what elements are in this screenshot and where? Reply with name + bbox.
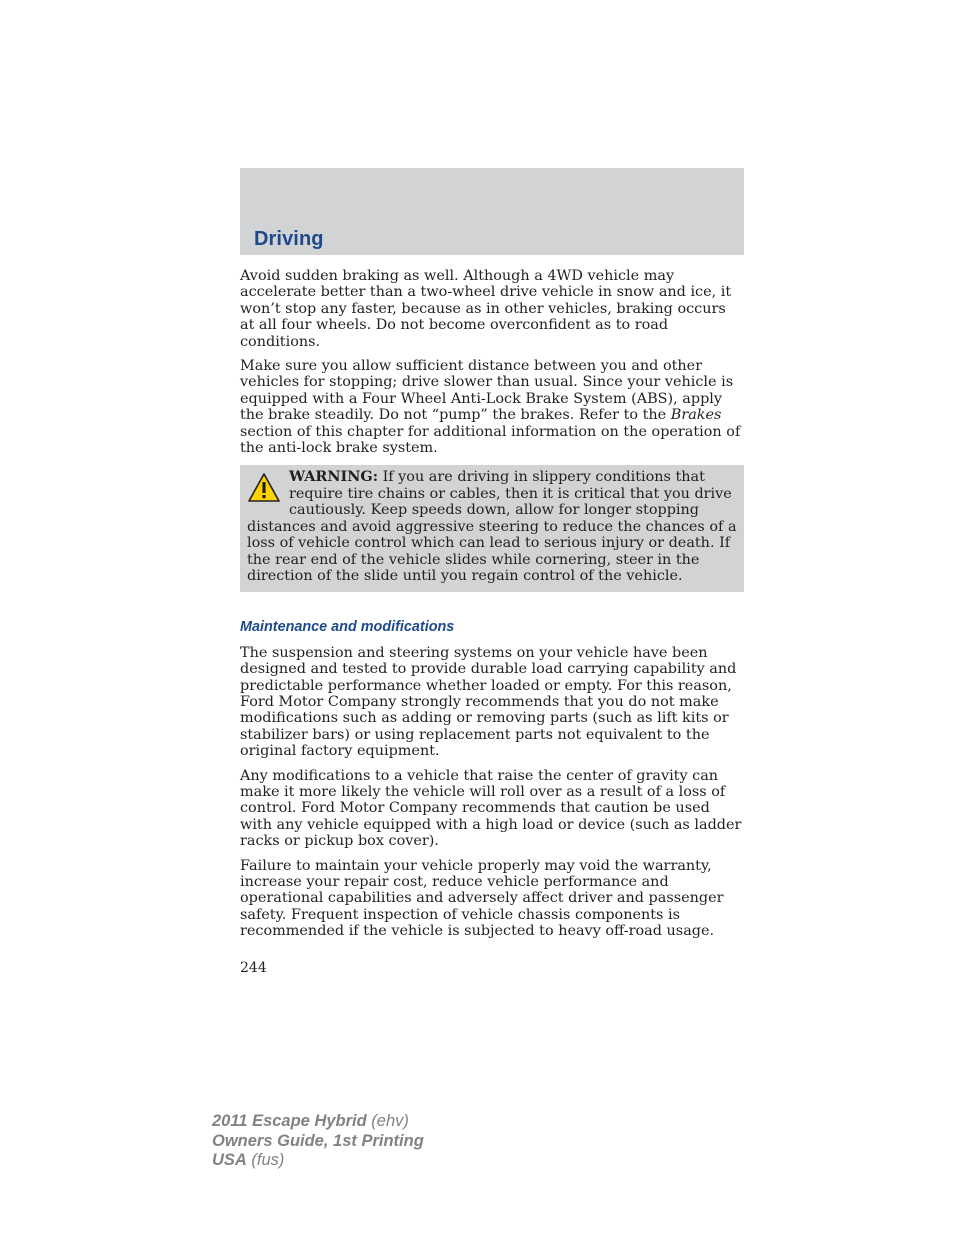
footer-line-1 bbox=[212, 1112, 424, 1132]
footer-model-code: (ehv) bbox=[366, 1112, 409, 1130]
warning-triangle-icon bbox=[247, 472, 281, 506]
brakes-reference: Brakes bbox=[670, 407, 722, 424]
section-heading: Maintenance and modifications bbox=[240, 619, 455, 636]
warning-label: WARNING: bbox=[289, 468, 379, 486]
warning-box bbox=[240, 465, 744, 592]
page-number: 244 bbox=[240, 960, 267, 976]
paragraph-distance-text-1: Make sure you allow sufficient distance between you and other vehicles for stopping; drive slower than usual. Since your vehicle is equipped with a Four Wheel Anti-Lock Brake System (ABS), apply the brake steadily. Do not “pump” the brakes. Refer to the bbox=[240, 358, 734, 424]
paragraph-braking: Avoid sudden braking as well. Although a 4WD vehicle may accelerate better than a two-wheel drive vehicle in snow and ice, it won’t stop any faster, because as in other vehicles, braking occurs at all four wheels. Do not become overconfident as to road conditions. bbox=[240, 268, 732, 350]
footer-guide: Owners Guide, 1st Printing bbox=[212, 1131, 424, 1150]
paragraph-suspension: The suspension and steering systems on your vehicle have been designed and tested to provide durable load carrying capability and predictable performance whether loaded or empty. For this reason, Ford Motor Company strongly recommends that you do not make modifications such as adding or removing parts (such as lift kits or stabilizer bars) or using replacement parts not equivalent to the original factory equipment. bbox=[240, 644, 737, 760]
footer-line-2 bbox=[212, 1132, 424, 1152]
chapter-header-band bbox=[240, 168, 744, 255]
page-content bbox=[240, 268, 744, 948]
paragraph-distance-text-2: section of this chapter for additional information on the operation of the anti-lock brake system. bbox=[240, 423, 741, 457]
warning-text: If you are driving in slippery conditions that require tire chains or cables, then it is critical that you drive cautiously. Keep speeds down, allow for longer stopping distances and avoid aggressive steering to reduce the chances of a loss of vehicle control which can lead to serious injury or death. If the rear end of the vehicle slides while cornering, steer in the direction of the slide until you regain control of the vehicle. bbox=[247, 469, 737, 584]
footer-line-3 bbox=[212, 1151, 424, 1171]
footer-market: USA bbox=[212, 1151, 247, 1169]
footer-market-code: (fus) bbox=[246, 1151, 285, 1169]
chapter-title: Driving bbox=[254, 228, 324, 250]
paragraph-maintenance: Failure to maintain your vehicle properly may void the warranty, increase your repair cost, reduce vehicle performance and operational capabilities and adversely affect driver and passenger safety. Frequent inspection of vehicle chassis components is recommended if the vehicle is subjected to heavy off-road usage. bbox=[240, 857, 724, 940]
paragraph-distance bbox=[240, 358, 744, 456]
paragraph-modifications: Any modifications to a vehicle that raise the center of gravity can make it more likely the vehicle will roll over as a result of a loss of control. Ford Motor Company recommends that caution be used with any vehicle equipped with a high load or device (such as ladder racks or pickup box cover). bbox=[240, 767, 742, 850]
document-footer bbox=[212, 1112, 424, 1171]
footer-model: 2011 Escape Hybrid bbox=[212, 1112, 367, 1130]
